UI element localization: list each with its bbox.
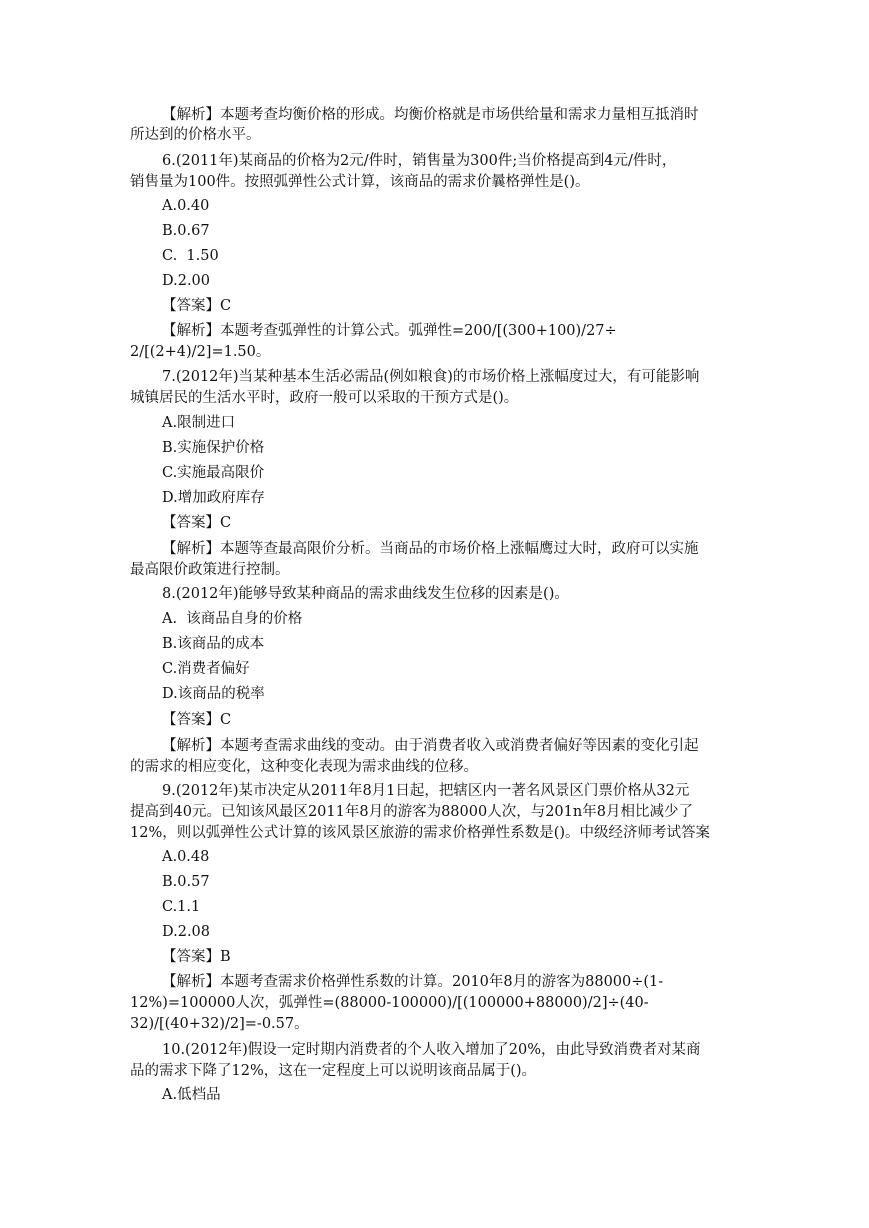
text-line: C. 1.50 (162, 248, 219, 264)
text-line: A.限制进口 (162, 415, 236, 431)
text-line: 【答案】C (162, 515, 232, 531)
text-line: 最高限价政策进行控制。 (130, 562, 290, 578)
text-line: 提高到40元。已知该风最区2011年8月的游客为88000人次，与201n年8月相比减少了 (130, 804, 693, 820)
text-line: B.实施保护价格 (162, 440, 265, 456)
text-line: D.2.00 (162, 273, 211, 289)
text-line: A.低档品 (162, 1087, 221, 1103)
text-line: D.该商品的税率 (162, 686, 265, 702)
text-line: 10.(2012年)假设一定时期内消费者的个人收入增加了20%，由此导致消费者对某商 (162, 1042, 701, 1058)
text-line: C.1.1 (162, 899, 201, 915)
text-line: D.2.08 (162, 924, 211, 940)
text-line: 【答案】C (162, 712, 232, 728)
text-line: B.0.57 (162, 874, 210, 890)
text-line: 【解析】本题考查均衡价格的形成。均衡价格就是市场供给量和需求力量相互抵消时 (162, 107, 699, 123)
text-line: 【解析】本题考查需求曲线的变动。由于消费者收入或消费者偏好等因素的变化引起 (162, 738, 699, 754)
text-line: 【解析】本题等查最高限价分析。当商品的市场价格上涨幅鹰过大时，政府可以实施 (162, 541, 699, 557)
text-line: 【解析】本题考查弧弹性的计算公式。弧弹性=200/[(300+100)/27÷ (162, 323, 617, 339)
text-line: C.消费者偏好 (162, 661, 250, 677)
text-line: 9.(2012年)某市决定从2011年8月1日起，把辖区内一著名风景区门票价格从32元 (162, 783, 690, 799)
text-line: A.0.48 (162, 849, 210, 865)
text-line: 所达到的价格水平。 (130, 127, 261, 143)
text-line: 8.(2012年)能够导致某种商品的需求曲线发生位移的因素是()。 (162, 586, 569, 602)
text-line: 销售量为100件。按照弧弹性公式计算，该商品的需求价曩格弹性是()。 (130, 174, 590, 190)
text-line: 2/[(2+4)/2]=1.50。 (130, 344, 271, 360)
text-line: 12%，则以弧弹性公式计算的该风景区旅游的需求价格弹性系数是()。中级经济师考试答案 (130, 825, 711, 841)
text-line: A.0.40 (162, 198, 210, 214)
text-line: A. 该商品自身的价格 (162, 611, 303, 627)
text-line: B.0.67 (162, 223, 210, 239)
text-line: 7.(2012年)当某种基本生活必需品(例如粮食)的市场价格上涨幅度过大，有可能影响 (162, 369, 700, 385)
text-line: 城镇居民的生活水平时，政府一般可以采取的干预方式是()。 (130, 390, 519, 406)
text-line: 【答案】C (162, 298, 232, 314)
text-line: 品的需求下降了12%，这在一定程度上可以说明该商品属于()。 (130, 1063, 537, 1079)
text-line: C.实施最高限价 (162, 465, 265, 481)
text-line: 32)/[(40+32)/2]=-0.57。 (130, 1016, 309, 1032)
text-line: 【解析】本题考查需求价格弹性系数的计算。2010年8月的游客为88000÷(1- (162, 974, 664, 990)
text-line: 的需求的相应变化，这种变化表现为需求曲线的位移。 (130, 759, 478, 775)
text-line: 12%)=100000人次，弧弹性=(88000-100000)/[(100000+88000)/2]÷(40- (130, 995, 649, 1011)
text-line: 6.(2011年)某商品的价格为2元/件时，销售量为300件;当价格提高到4元/件时， (162, 153, 677, 169)
text-line: D.增加政府库存 (162, 490, 265, 506)
text-line: 【答案】B (162, 949, 231, 965)
text-line: B.该商品的成本 (162, 636, 265, 652)
